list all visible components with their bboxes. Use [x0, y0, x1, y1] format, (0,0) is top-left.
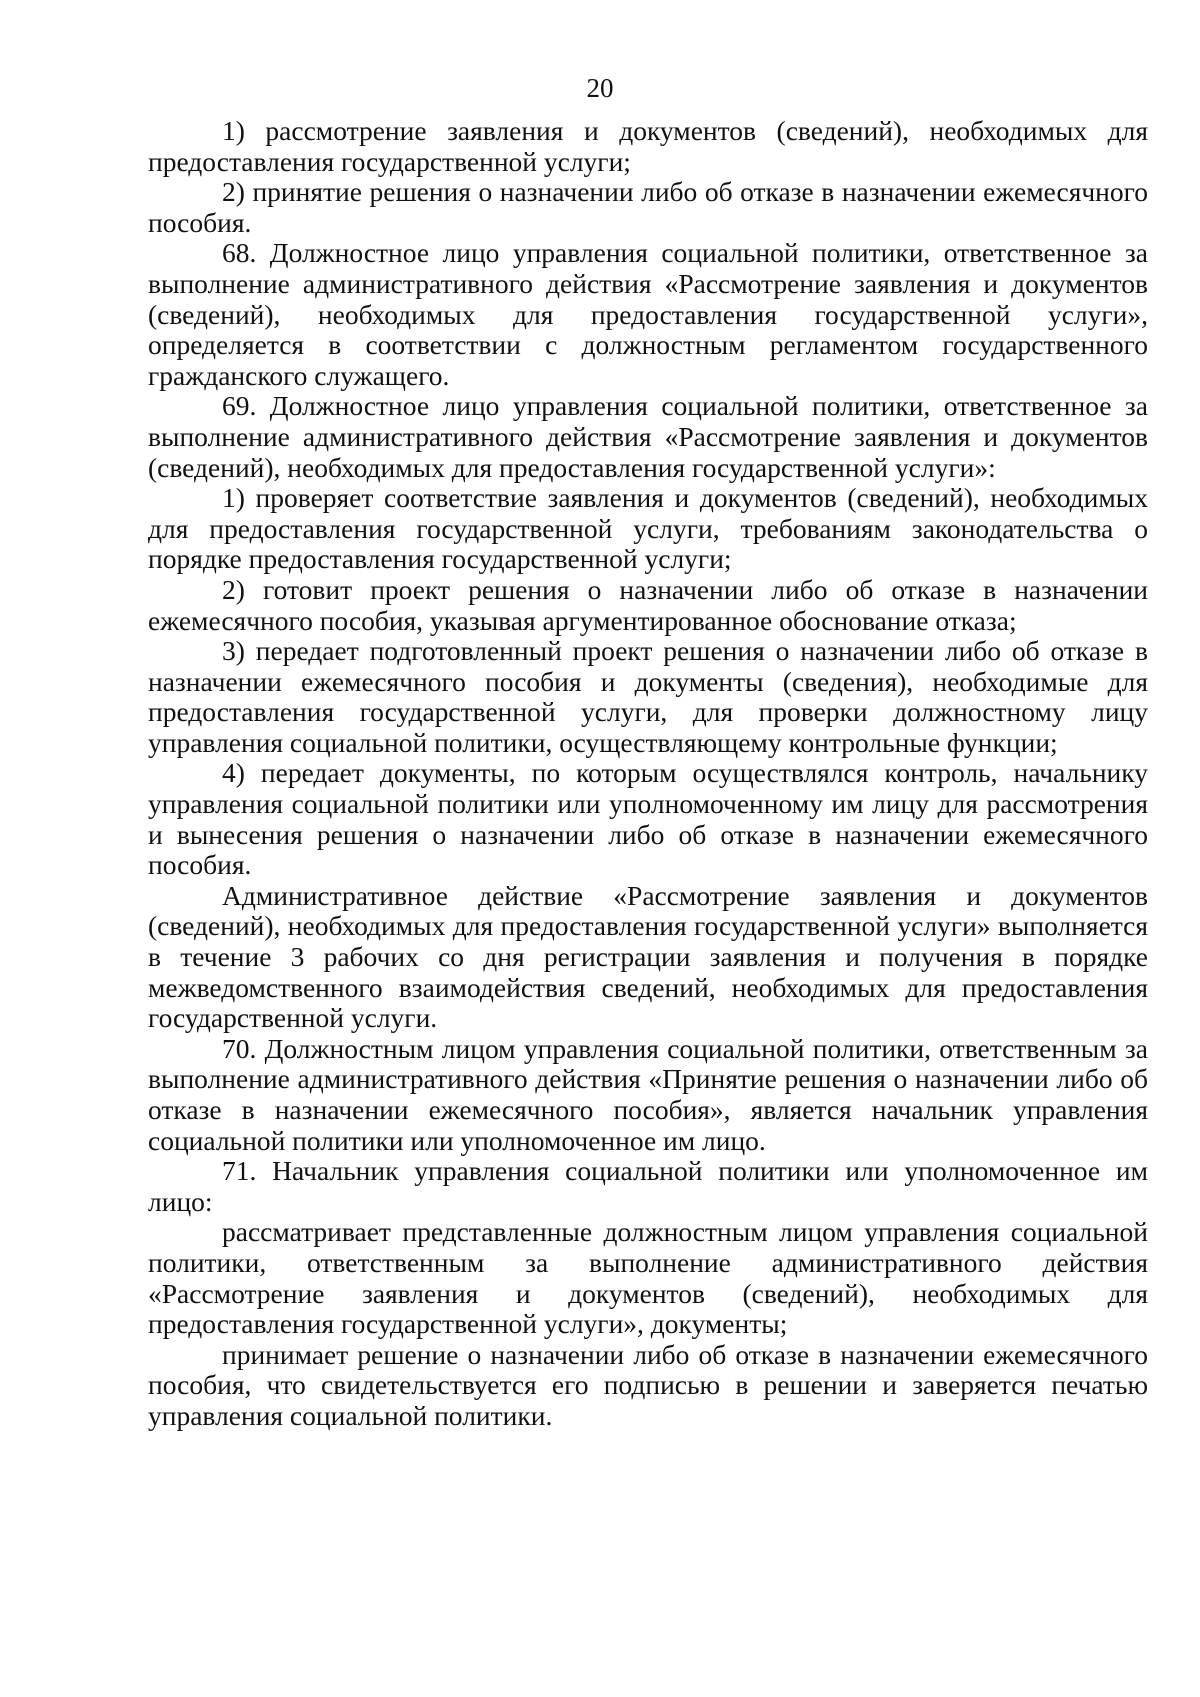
paragraph-71-item-decision: принимает решение о назначении либо об отказе в назначении ежемесячного пособия, что свидетельствуется его подписью в решении и заверяется печатью управления социальной политики. [148, 1338, 1148, 1431]
paragraph-71: 71. Начальник управления социальной политики или уполномоченное им лицо: [148, 1155, 1148, 1217]
paragraph-item-1: 1) рассмотрение заявления и документов (сведений), необходимых для предоставления государственной услуги; [148, 115, 1148, 177]
paragraph-item-2: 2) принятие решения о назначении либо об отказе в назначении ежемесячного пособия. [148, 176, 1148, 238]
paragraph-69-item-1: 1) проверяет соответствие заявления и документов (сведений), необходимых для предоставления государственной услуги, требованиям законодательства о порядке предоставления государственной услуги; [148, 482, 1148, 575]
paragraph-71-item-review: рассматривает представленные должностным лицом управления социальной политики, ответственным за выполнение административного действия «Рассмотрение заявления и документов (сведений), необходимых для предоставления государственной услуги», документы; [148, 1216, 1148, 1340]
document-body [148, 116, 1148, 1432]
page-number: 20 [586, 73, 614, 103]
paragraph-69: 69. Должностное лицо управления социальной политики, ответственное за выполнение административного действия «Рассмотрение заявления и документов (сведений), необходимых для предоставления государственной услуги»: [148, 390, 1148, 483]
paragraph-68: 68. Должностное лицо управления социальной политики, ответственное за выполнение административного действия «Рассмотрение заявления и документов (сведений), необходимых для предоставления государственной услуги», определяется в соответствии с должностным регламентом государственного гражданского служащего. [148, 237, 1148, 391]
paragraph-administrative-action: Административное действие «Рассмотрение заявления и документов (сведений), необходимых для предоставления государственной услуги» выполняется в течение 3 рабочих со дня регистрации заявления и получения в порядке межведомственного взаимодействия сведений, необходимых для предоставления государственной услуги. [148, 879, 1148, 1034]
paragraph-69-item-3: 3) передает подготовленный проект решения о назначении либо об отказе в назначении ежемесячного пособия и документы (сведения), необходимые для предоставления государственной услуги, для проверки должностному лицу управления социальной политики, осуществляющему контрольные функции; [148, 635, 1148, 758]
paragraph-70: 70. Должностным лицом управления социальной политики, ответственным за выполнение административного действия «Принятие решения о назначении либо об отказе в назначении ежемесячного пособия», является начальник управления социальной политики или уполномоченное им лицо. [148, 1032, 1148, 1156]
paragraph-69-item-4: 4) передает документы, по которым осуществлялся контроль, начальнику управления социальной политики или уполномоченному им лицу для рассмотрения и вынесения решения о назначении либо об отказе в назначении ежемесячного пособия. [148, 757, 1148, 881]
paragraph-69-item-2: 2) готовит проект решения о назначении либо об отказе в назначении ежемесячного пособия, указывая аргументированное обоснование отказа; [148, 573, 1148, 636]
